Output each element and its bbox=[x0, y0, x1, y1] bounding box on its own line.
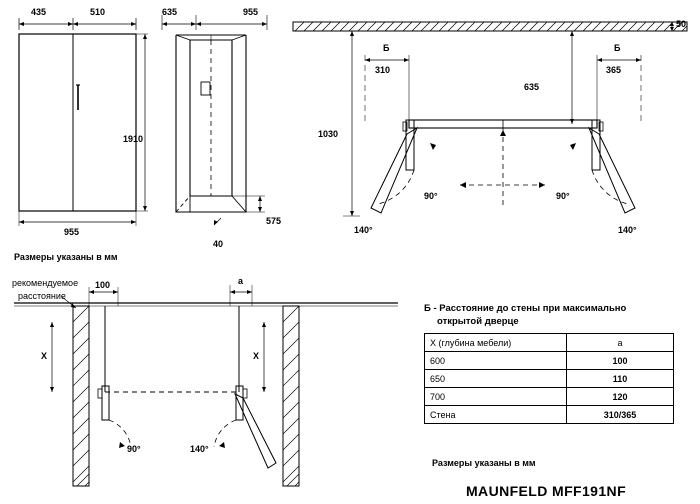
table-cell-a: 120 bbox=[567, 388, 674, 406]
front-height-label: 1910 bbox=[123, 134, 144, 144]
top-depth-left-label: 1030 bbox=[318, 129, 339, 139]
table-row bbox=[425, 406, 674, 424]
front-width-right-label: 510 bbox=[90, 7, 106, 17]
table-cell-depth: 700 bbox=[425, 388, 567, 406]
top-angle-140-left-label: 140° bbox=[354, 225, 373, 235]
bottom-depth-x-right-label: Х bbox=[253, 351, 260, 361]
bottom-angle-140-label: 140° bbox=[190, 444, 209, 454]
dimensions-table bbox=[424, 333, 674, 424]
bottom-angle-90-label: 90° bbox=[127, 444, 141, 454]
table-cell-depth: 600 bbox=[425, 352, 567, 370]
isometric-view-group bbox=[162, 15, 267, 225]
bottom-view-group bbox=[14, 285, 398, 486]
top-depth-right-label: 635 bbox=[524, 82, 540, 92]
b-right-label: Б bbox=[614, 43, 621, 53]
b-legend-line2: открытой дверце bbox=[437, 315, 519, 327]
table-cell-a: 310/365 bbox=[567, 406, 674, 424]
model-title: MAUNFELD MFF191NF bbox=[466, 483, 627, 499]
b-left-label: Б bbox=[383, 43, 390, 53]
bottom-depth-x-left-label: Х bbox=[41, 351, 48, 361]
units-note-top: Размеры указаны в мм bbox=[14, 252, 118, 262]
bottom-gap-a-label: а bbox=[238, 276, 244, 286]
b-legend-line1: Б - Расстояние до стены при максимально bbox=[424, 303, 627, 314]
front-width-left-label: 435 bbox=[31, 7, 47, 17]
table-cell-a: 110 bbox=[567, 370, 674, 388]
table-cell-depth: 650 bbox=[425, 370, 567, 388]
top-view-group bbox=[293, 19, 687, 216]
top-angle-140-right-label: 140° bbox=[618, 225, 637, 235]
table-header-a: а bbox=[567, 334, 674, 352]
top-angle-90-left-label: 90° bbox=[424, 191, 438, 201]
front-total-width-label: 955 bbox=[64, 227, 80, 237]
iso-plinth-label: 40 bbox=[213, 239, 224, 249]
b-legend bbox=[424, 303, 692, 329]
table-cell-depth: Стена bbox=[425, 406, 567, 424]
table-row bbox=[425, 352, 674, 370]
wall-thickness-label: 50 bbox=[676, 19, 687, 29]
iso-depth-label: 635 bbox=[162, 7, 178, 17]
table-cell-a: 100 bbox=[567, 352, 674, 370]
b-right-value: 365 bbox=[606, 65, 622, 75]
iso-width-label: 955 bbox=[243, 7, 259, 17]
recommended-note-line2: расстояние bbox=[18, 291, 66, 301]
table-header-row bbox=[425, 334, 674, 352]
front-view-group bbox=[19, 18, 148, 226]
table-header-depth: Х (глубина мебели) bbox=[425, 334, 567, 352]
table-row bbox=[425, 388, 674, 406]
table-row bbox=[425, 370, 674, 388]
bottom-gap-100-label: 100 bbox=[95, 280, 111, 290]
iso-depth-bottom-label: 575 bbox=[266, 216, 282, 226]
top-angle-90-right-label: 90° bbox=[556, 191, 570, 201]
b-left-value: 310 bbox=[375, 65, 391, 75]
units-note-bottom: Размеры указаны в мм bbox=[432, 458, 536, 468]
recommended-note-line1: рекомендуемое bbox=[12, 278, 79, 288]
